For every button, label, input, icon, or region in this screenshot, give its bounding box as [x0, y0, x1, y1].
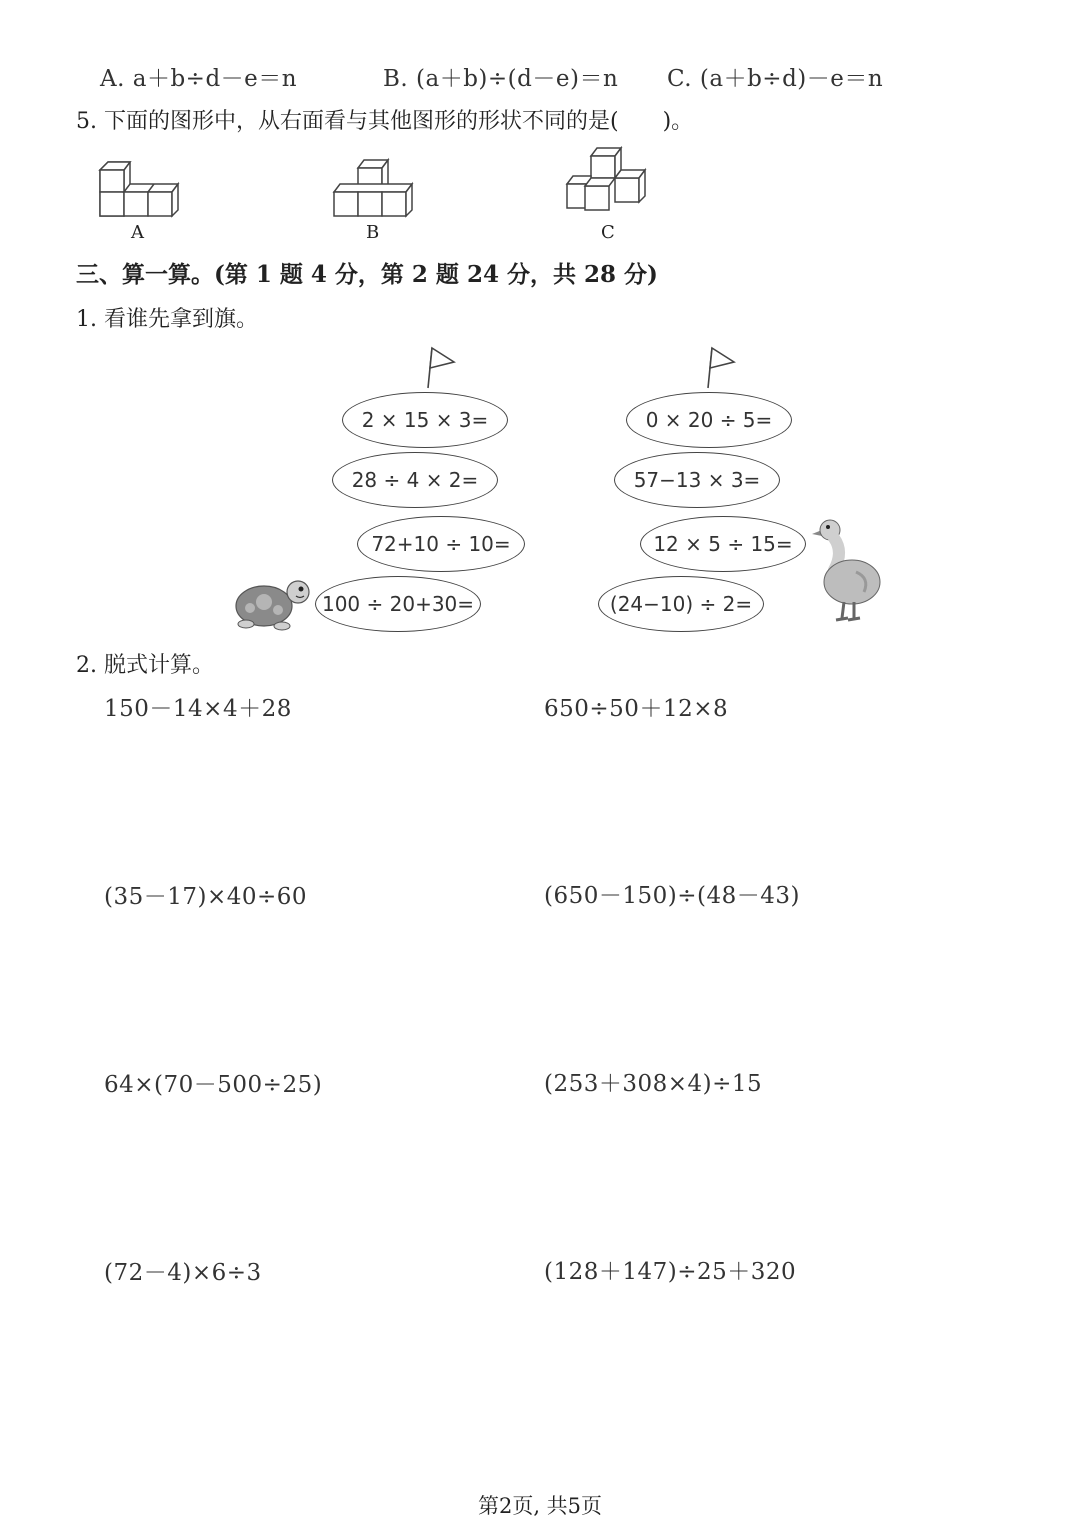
left-ladder-step-2: 28 ÷ 4 × 2= — [332, 452, 498, 508]
calc-expression-3: (35－17)×40÷60 — [104, 884, 308, 910]
turtle-icon — [230, 572, 312, 632]
calc-expression-7: (72－4)×6÷3 — [104, 1260, 262, 1286]
subquestion-2-title: 2. 脱式计算。 — [76, 653, 214, 678]
q4-option-b: B. (a＋b)÷(d－e)＝n — [383, 66, 619, 92]
left-ladder-step-4: 100 ÷ 20+30= — [315, 576, 481, 632]
flag-icon-left — [420, 344, 460, 390]
subquestion-1-title: 1. 看谁先拿到旗。 — [76, 307, 258, 332]
flag-icon-right — [700, 344, 740, 390]
q4-option-a: A. a＋b÷d－e＝n — [100, 66, 298, 92]
right-ladder-step-2: 57−13 × 3= — [614, 452, 780, 508]
right-ladder-step-1: 0 × 20 ÷ 5= — [626, 392, 792, 448]
q5-question: 5. 下面的图形中，从右面看与其他图形的形状不同的是( )。 — [76, 109, 694, 134]
right-ladder-step-4: (24−10) ÷ 2= — [598, 576, 764, 632]
cube-figure-c — [563, 146, 653, 212]
right-ladder-step-3: 12 × 5 ÷ 15= — [640, 516, 806, 572]
calc-expression-4: (650－150)÷(48－43) — [544, 883, 800, 909]
figure-label-b: B — [366, 222, 380, 243]
section-3-heading: 三、算一算。(第 1 题 4 分，第 2 题 24 分，共 28 分) — [76, 261, 658, 288]
left-ladder-step-1: 2 × 15 × 3= — [342, 392, 508, 448]
calc-expression-2: 650÷50＋12×8 — [544, 696, 729, 722]
cube-figure-b — [330, 156, 420, 220]
page-footer: 第2页, 共5页 — [477, 1494, 603, 1518]
left-ladder-step-3: 72+10 ÷ 10= — [357, 516, 525, 572]
cube-figure-a — [96, 158, 186, 222]
calc-expression-5: 64×(70－500÷25) — [104, 1072, 323, 1098]
calc-expression-6: (253＋308×4)÷15 — [544, 1071, 763, 1097]
goose-icon — [808, 512, 884, 626]
calc-expression-8: (128＋147)÷25＋320 — [544, 1259, 797, 1285]
calc-expression-1: 150－14×4＋28 — [104, 696, 292, 722]
q4-option-c: C. (a＋b÷d)－e＝n — [667, 66, 884, 92]
figure-label-c: C — [601, 222, 615, 243]
figure-label-a: A — [131, 222, 144, 243]
